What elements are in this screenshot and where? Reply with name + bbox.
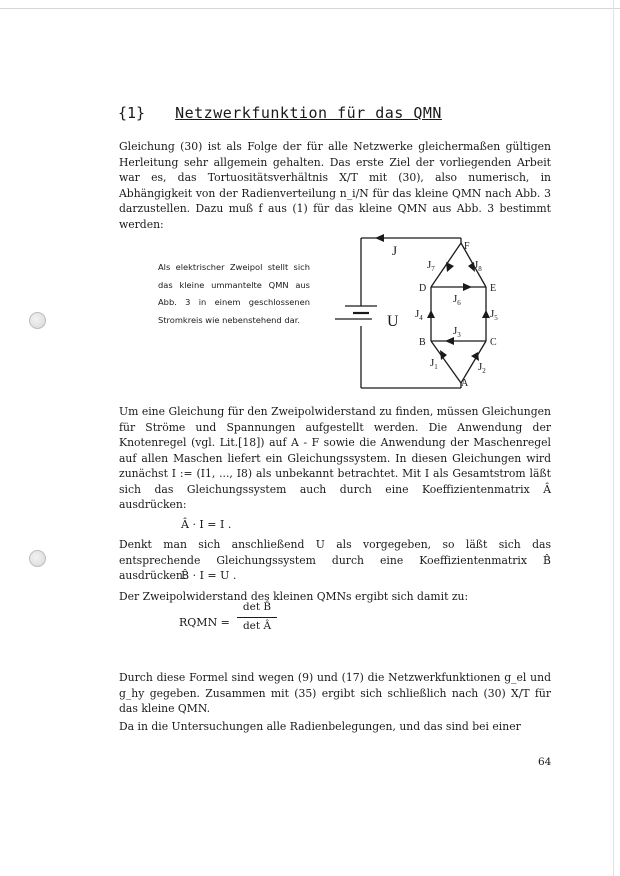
formula-numerator: det B̂ (242, 601, 272, 613)
paragraph-resistance: Der Zweipolwiderstand des kleinen QMNs ergibt sich damit zu: (119, 590, 469, 603)
label-node-B: B (419, 337, 426, 348)
label-node-D: D (419, 283, 427, 294)
section-title: Netzwerkfunktion für das QMN (175, 104, 442, 122)
page-number: 64 (538, 756, 552, 768)
paragraph-closing: Da in die Untersuchungen alle Radienbelegungen, und das sind bei einer (119, 720, 521, 733)
fraction-bar (237, 617, 277, 618)
paragraph-network-functions: Durch diese Formel sind wegen (9) und (17) die Netzwerkfunktionen g_el und g_hy gegeben. Zusammen mit (35) ergibt sich schließlich nach (30) X/T für das kleine QMN. (119, 671, 551, 715)
label-voltage-U: U (387, 313, 399, 330)
paragraph-matrix-B: Denkt man sich anschließend U als vorgegeben, so läßt sich das entsprechende Gleichungssystem durch eine Koeffizientenmatrix B̂ ausdrücken: (119, 538, 551, 582)
label-current-J: J (392, 243, 398, 258)
equation-B: B̂ · I = U . (181, 569, 237, 582)
paragraph-equations: Um eine Gleichung für den Zweipolwiderstand zu finden, müssen Gleichungen für Ströme und Spannungen aufgestellt werden. Die Anwendung der Knotenregel (vgl. Lit.[18]) auf A - F sowie die Anwendung der Maschenregel auf allen Maschen liefert ein Gleichungssystem. In diesen Gleichungen wird zunächst I := (I1, ..., I8) als unbekannt betrachtet. Mit I als Gesamtstrom läßt sich das Gleichungssystem auch durch eine Koeffizientenmatrix Â ausdrücken: (119, 405, 551, 511)
arrow-J6 (463, 283, 472, 291)
section-number: {1} (118, 104, 146, 122)
label-J6: $J_6$ (453, 293, 461, 307)
formula-fraction (237, 601, 277, 634)
arrow-J5 (482, 310, 490, 318)
label-node-C: C (490, 337, 497, 348)
circuit-caption: Als elektrischer Zweipol stellt sich das kleine ummantelte QMN aus Abb. 3 in einem geschlossenen Stromkreis wie nebenstehend dar. (158, 262, 310, 325)
branch-F-D (431, 243, 461, 287)
label-node-A: A (461, 378, 469, 389)
formula-denominator: det Â (242, 620, 272, 632)
label-J1: $J_1$ (430, 357, 438, 371)
label-J5: $J_5$ (490, 308, 498, 322)
arrow-J4 (427, 310, 435, 318)
label-node-E: E (490, 283, 497, 294)
equation-A: Â · I = I . (181, 518, 232, 531)
label-J8: $J_8$ (474, 259, 482, 273)
label-J2: $J_2$ (478, 361, 486, 375)
arrow-J7 (446, 262, 454, 272)
label-J3: $J_3$ (453, 325, 461, 339)
label-J4: $J_4$ (415, 308, 423, 322)
arrow-J (375, 234, 384, 242)
paragraph-intro: Gleichung (30) ist als Folge der für alle Netzwerke gleichermaßen gültigen Herleitung sehr allgemein gehalten. Das erste Ziel der vorliegenden Arbeit war es, das Tortuositätsverhältnis X/T mit (30), also numerisch, in Abhängigkeit von der Radienverteilung n_i/N für das kleine QMN nach Abb. 3 darzustellen. Dazu muß f aus (1) für das kleine QMN aus Abb. 3 bestimmt werden: (119, 140, 551, 231)
branch-B-A (431, 341, 461, 383)
arrow-J3 (445, 337, 454, 345)
label-node-F: F (464, 241, 470, 252)
label-J7: $J_7$ (427, 259, 435, 273)
formula-lhs: RQMN = (179, 616, 230, 629)
